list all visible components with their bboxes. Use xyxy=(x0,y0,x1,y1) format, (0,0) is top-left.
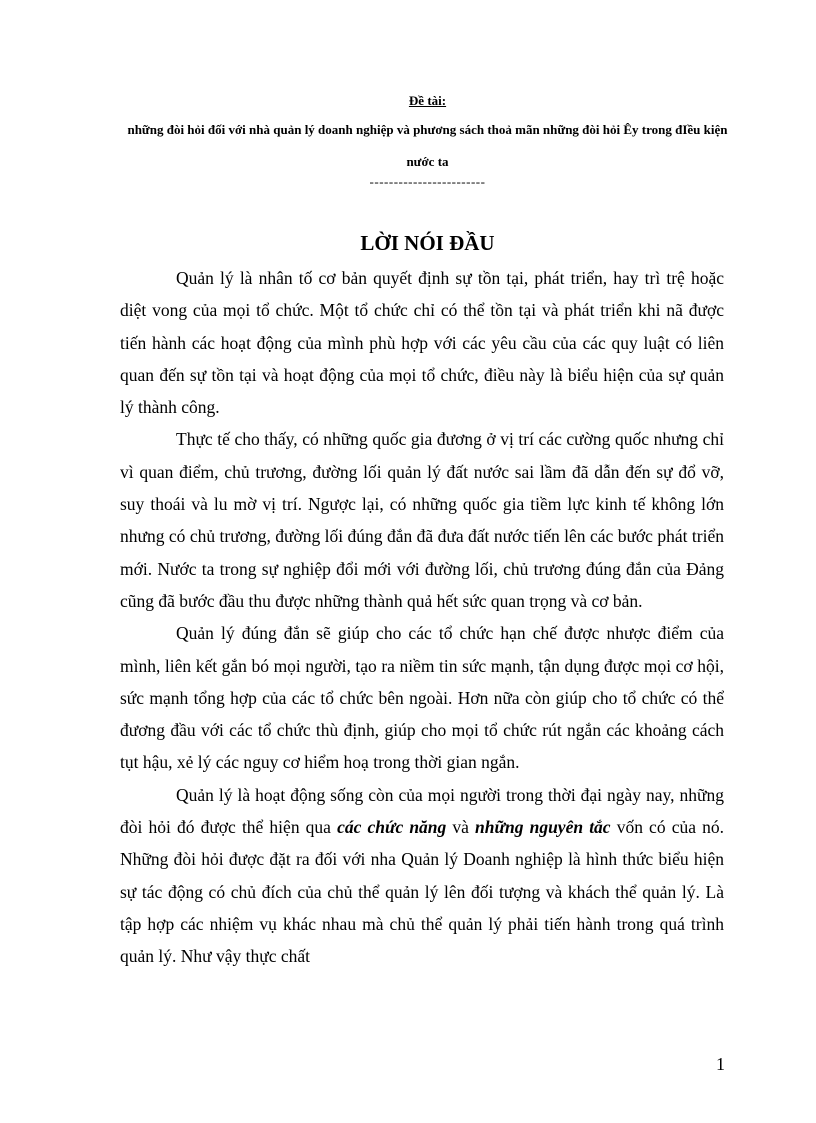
paragraph-4-text-a: Quản lý là hoạt động sống còn của mọi người trong thời đại ngày nay, những đòi hỏi đó được thể hiện qua xyxy=(120,784,724,838)
emphasis-nguyen-tac: những nguyên tắc xyxy=(475,817,611,838)
page-number: 1 xyxy=(716,1054,725,1074)
paragraph-2: Thực tế cho thấy, có những quốc gia đương ở vị trí các cường quốc nhưng chỉ vì quan điểm, chủ trương, đường lối quản lý đất nước sai lầm đã dẫn đến sự đổ vỡ, suy thoái và lu mờ vị trí. Ngược lại, có những quốc gia tiềm lực kinh tế không lớn nhưng có chủ trương, đường lối đúng đắn đã đưa đất nước tiến lên các bước phát triển mới. Nước ta trong sự nghiệp đổi mới với đường lối, chủ trương đúng đắn của Đảng cũng đã bước đầu thu được những thành quả hết sức quan trọng và cơ bản. xyxy=(120,429,724,611)
paragraph-1: Quản lý là nhân tố cơ bản quyết định sự tồn tại, phát triển, hay trì trệ hoặc diệt vong của mọi tổ chức. Một tổ chức chỉ có thể tồn tại và phát triển khi nã được tiến hành các hoạt động của mình phù hợp với các yêu cầu của các quy luật có liên quan đến sự tồn tại và hoạt động của mọi tổ chức, điều này là biểu hiện của sự quản lý thành công. xyxy=(120,268,724,418)
paragraph-3: Quản lý đúng đắn sẽ giúp cho các tổ chức hạn chế được nhược điểm của mình, liên kết gắn bó mọi người, tạo ra niềm tin sức mạnh, tận dụng được mọi cơ hội, sức mạnh tổng hợp của các tổ chức bên ngoài. Hơn nữa còn giúp cho tổ chức có thể đương đầu với các tổ chức thù định, giúp cho mọi tổ chức rút ngắn các khoảng cách tụt hậu, xẻ lý các nguy cơ hiểm hoạ trong thời gian ngắn. xyxy=(120,623,724,773)
paragraph-4-text-b: và xyxy=(446,817,476,838)
topic-title: những đòi hỏi đối với nhà quản lý doanh nghiệp và phương sách thoả mãn những đòi hỏi Êy trong đIều kiện nước ta xyxy=(127,122,728,169)
topic-heading xyxy=(120,92,735,190)
preface-title: LỜI NÓI ĐẦU xyxy=(360,231,495,255)
paragraph-4-text-c: vốn có của nó. Những đòi hỏi được đặt ra đối với nha Quản lý Doanh nghiệp là hình thức biểu hiện sự tác động có chủ đích của chủ thể quản lý lên đối tượng và khách thể quản lý. Là tập hợp các nhiệm vụ khác nhau mà chủ thể quản lý phải tiến hành trong quá trình quản lý. Như vậy thực chất xyxy=(120,817,724,967)
paragraph-4 xyxy=(120,779,724,973)
emphasis-chuc-nang: các chức năng xyxy=(337,817,447,838)
separator-line: ------------------------ xyxy=(369,174,486,189)
body-text xyxy=(120,262,724,973)
topic-label: Đề tài: xyxy=(408,93,447,108)
